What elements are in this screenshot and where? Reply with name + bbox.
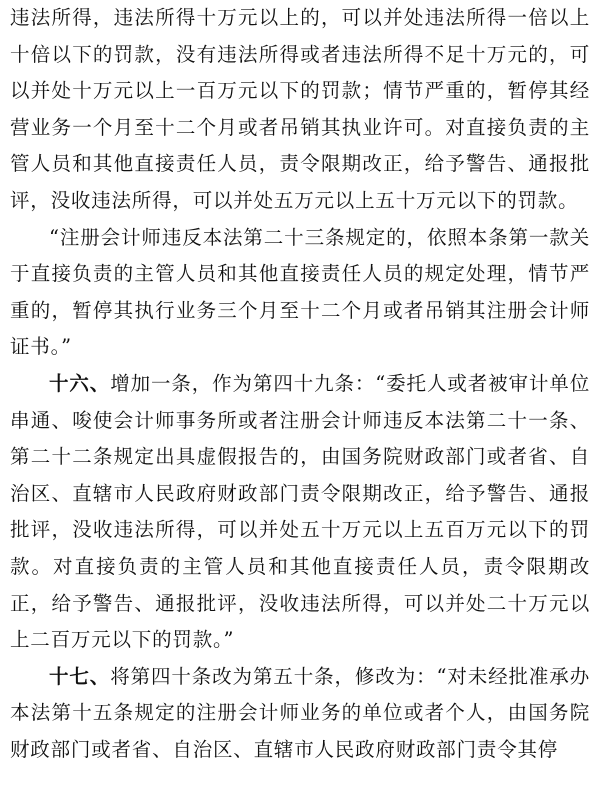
paragraph-3-heading: 十六、	[49, 371, 111, 395]
paragraph-4-text: 将第四十条改为第五十条，修改为：“对未经批准承办本法第十五条规定的注册会计师业务的单位或者个人，由国务院财政部门或者省、自治区、直辖市人民政府财政部门责令其停	[10, 664, 590, 761]
paragraph-3	[10, 366, 590, 659]
paragraph-2-text: “注册会计师违反本法第二十三条规定的，依照本条第一款关于直接负责的主管人员和其他直接责任人员的规定处理，情节严重的，暂停其执行业务三个月至十二个月或者吊销其注册会计师证书。”	[10, 225, 590, 359]
document-page	[10, 0, 590, 800]
paragraph-3-text: 增加一条，作为第四十九条：“委托人或者被审计单位串通、唆使会计师事务所或者注册会计师违反本法第二十一条、第二十二条规定出具虚假报告的，由国务院财政部门或者省、自治区、直辖市人民政府财政部门责令限期改正，给予警告、通报批评，没收违法所得，可以并处五十万元以上五百万元以下的罚款。对直接负责的主管人员和其他直接责任人员，责令限期改正，给予警告、通报批评，没收违法所得，可以并处二十万元以上二百万元以下的罚款。”	[10, 371, 590, 652]
paragraph-1-text: 违法所得，违法所得十万元以上的，可以并处违法所得一倍以上十倍以下的罚款，没有违法所得或者违法所得不足十万元的，可以并处十万元以上一百万元以下的罚款；情节严重的，暂停其经营业务一个月至十二个月或者吊销其执业许可。对直接负责的主管人员和其他直接责任人员，责令限期改正，给予警告、通报批评，没收违法所得，可以并处五万元以上五十万元以下的罚款。	[10, 6, 590, 212]
paragraph-4	[10, 659, 590, 769]
paragraph-1	[10, 0, 590, 220]
paragraph-4-heading: 十七、	[49, 664, 111, 688]
paragraph-2	[10, 220, 590, 366]
